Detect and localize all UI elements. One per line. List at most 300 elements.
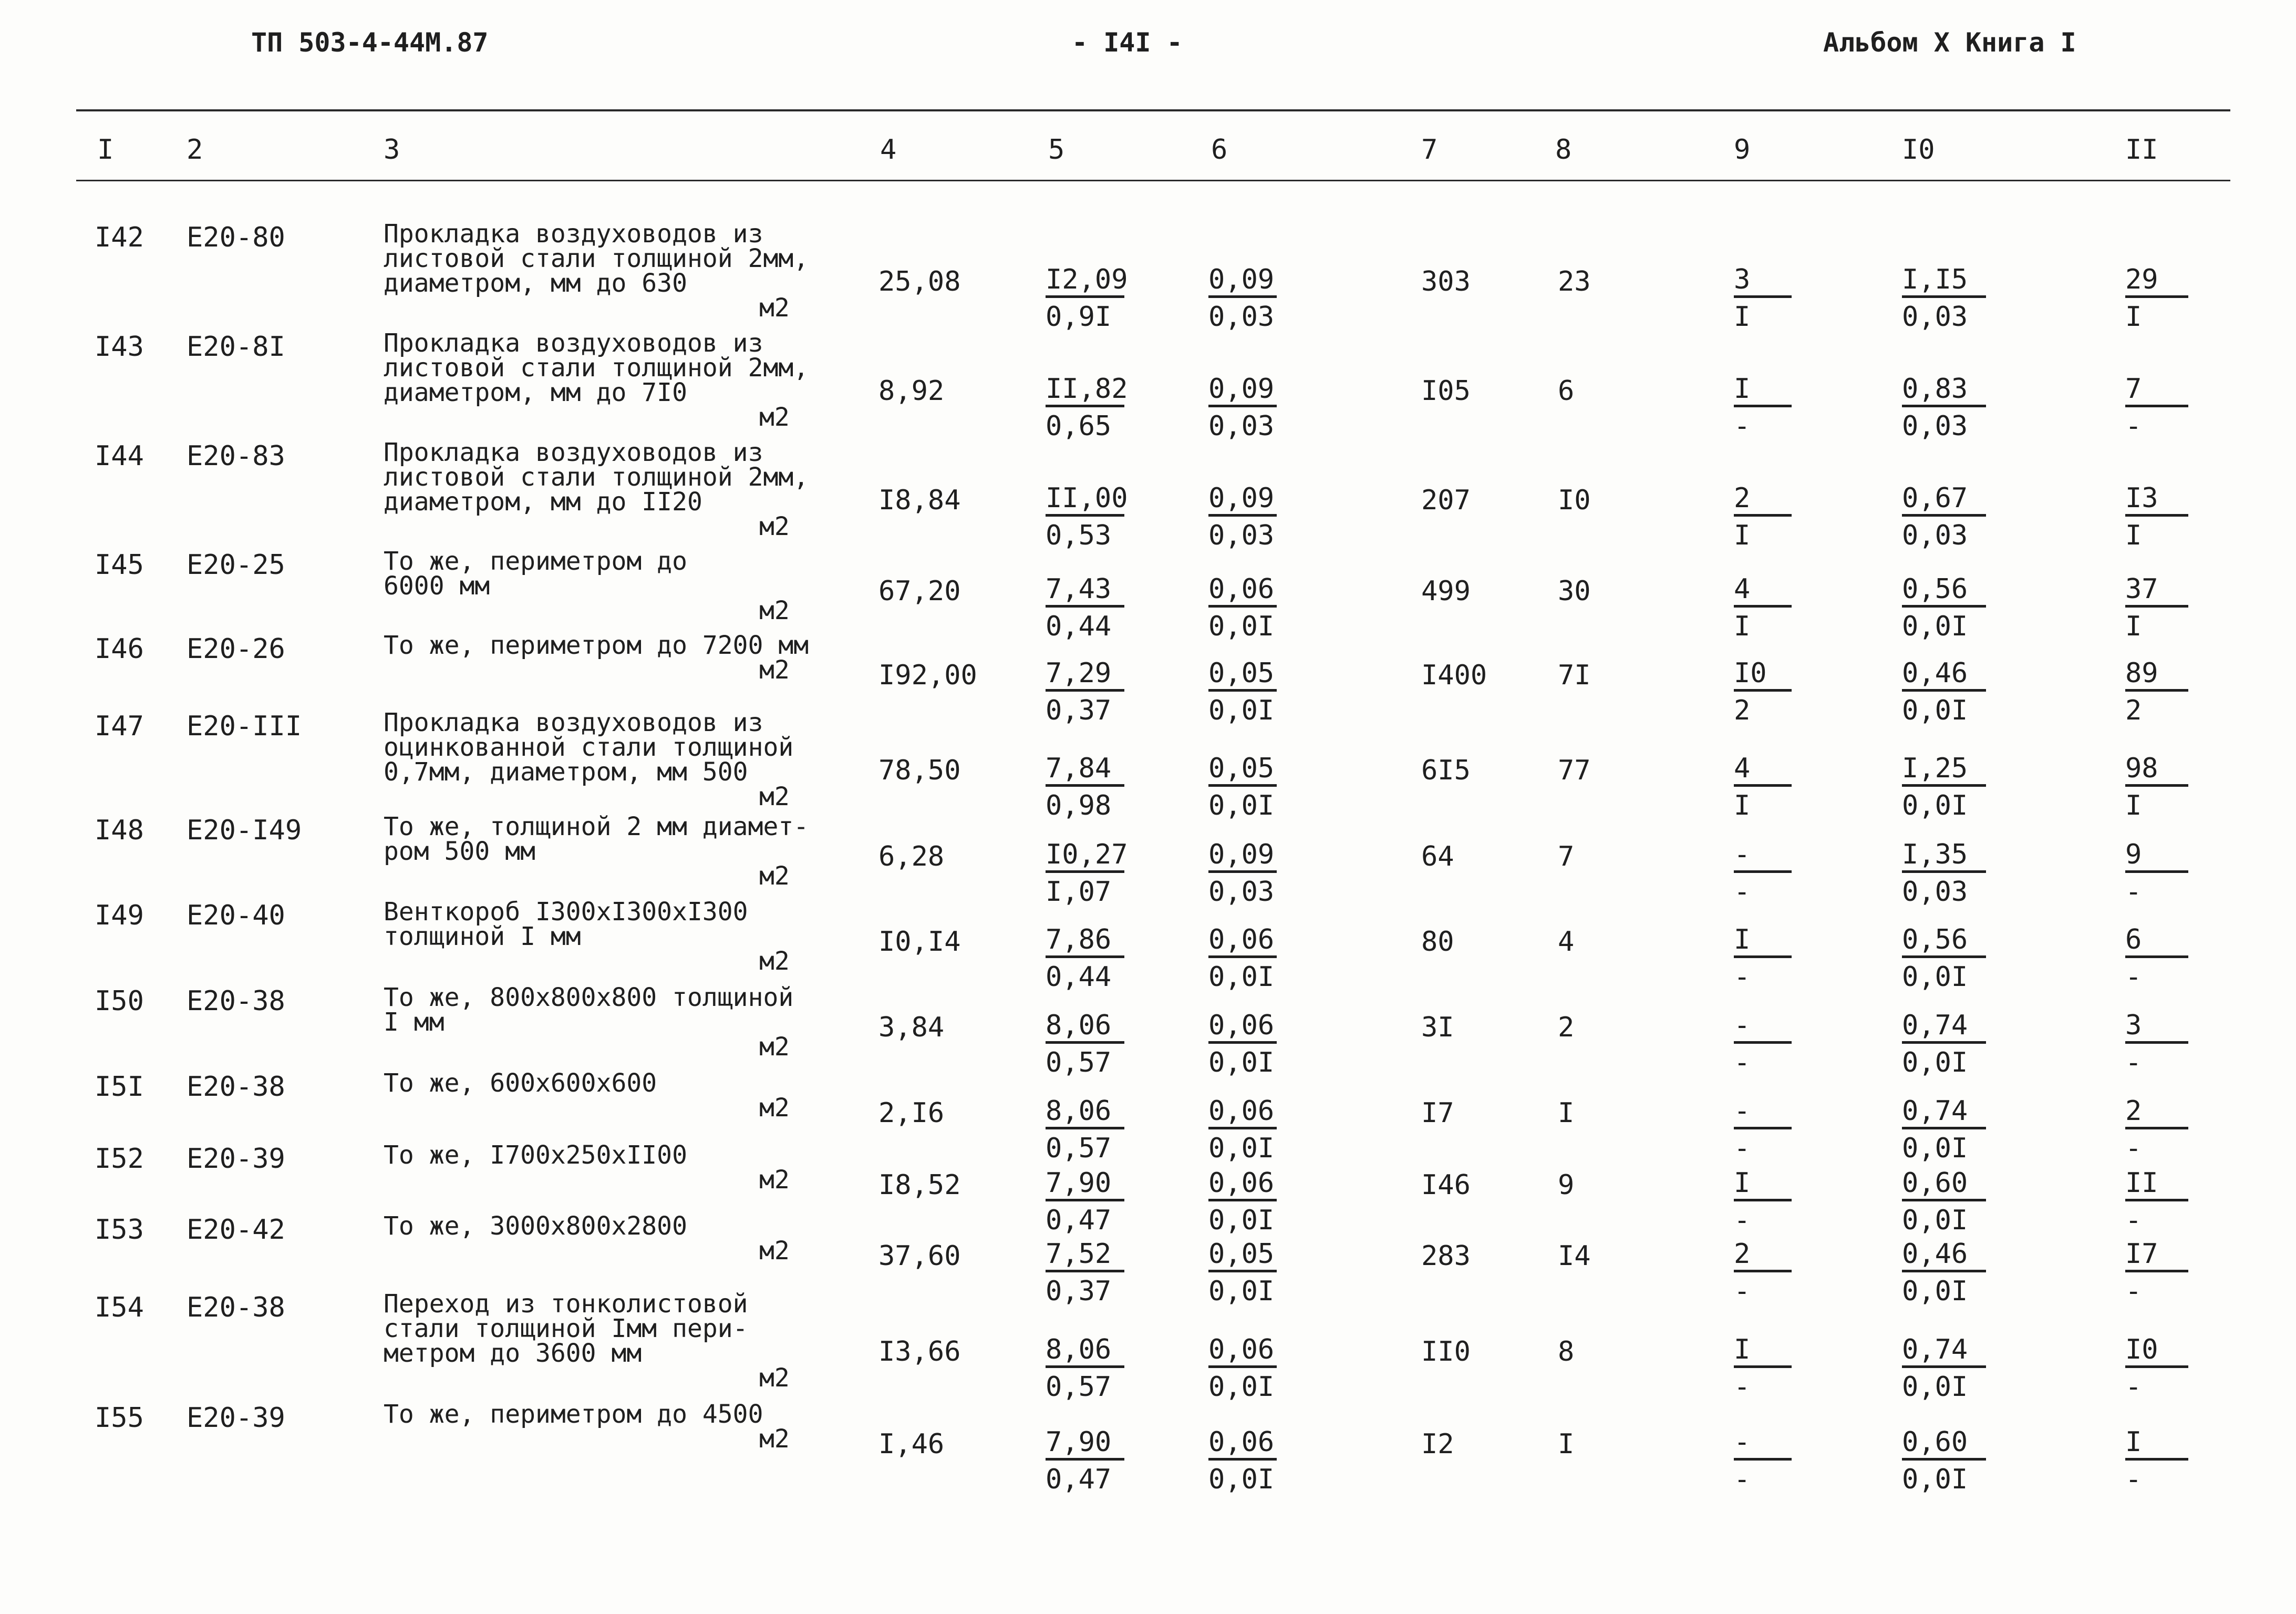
fraction-bottom: 0,03 xyxy=(1208,876,1275,908)
col7-value: I46 xyxy=(1421,1169,1471,1201)
fraction-bottom: 0,57 xyxy=(1046,1133,1112,1164)
work-description: То же, периметром до 7200 мм xyxy=(384,631,809,660)
fraction-top: 8,06 xyxy=(1046,1097,1124,1129)
quantity: I0,I4 xyxy=(878,926,961,958)
fraction-c5 xyxy=(1046,1336,1124,1401)
fraction-c5 xyxy=(1046,575,1124,640)
fraction-bottom: - xyxy=(1734,1276,1751,1307)
unit-label: м2 xyxy=(759,1093,790,1123)
fraction-bottom: 0,03 xyxy=(1902,520,1968,551)
unit-label: м2 xyxy=(759,512,790,541)
quantity: I8,52 xyxy=(878,1169,961,1201)
fraction-c6 xyxy=(1208,375,1277,440)
fraction-top: - xyxy=(1734,841,1792,873)
fraction-top: 29 xyxy=(2125,266,2188,298)
fraction-bottom: - xyxy=(2125,1276,2142,1307)
unit-label: м2 xyxy=(759,947,790,976)
col7-value: 303 xyxy=(1421,266,1471,297)
row-number: I54 xyxy=(95,1292,144,1323)
fraction-c10 xyxy=(1902,755,1986,819)
fraction-top: I2,09 xyxy=(1046,266,1124,298)
fraction-bottom: 0,0I xyxy=(1902,1276,1968,1307)
fraction-top: 6 xyxy=(2125,926,2188,958)
col8-value: 4 xyxy=(1558,926,1575,958)
fraction-bottom: 0,0I xyxy=(1902,1464,1968,1495)
fraction-bottom: 0,0I xyxy=(1208,1464,1275,1495)
fraction-bottom: - xyxy=(2125,410,2142,442)
fraction-bottom: - xyxy=(1734,1205,1751,1236)
unit-label: м2 xyxy=(759,293,790,323)
work-description: Прокладка воздуховодов из листовой стали толщиной 2мм, диаметром, мм до II20 xyxy=(384,438,809,517)
fraction-bottom: - xyxy=(1734,1371,1751,1403)
col8-value: 8 xyxy=(1558,1336,1575,1368)
fraction-top: 3 xyxy=(1734,266,1792,298)
norm-code: Е20-39 xyxy=(187,1143,285,1175)
fraction-c5 xyxy=(1046,1169,1124,1234)
fraction-bottom: 0,0I xyxy=(1208,1047,1275,1078)
fraction-bottom: - xyxy=(2125,876,2142,908)
fraction-c9 xyxy=(1734,375,1792,440)
col7-value: I2 xyxy=(1421,1428,1454,1460)
fraction-bottom: 0,44 xyxy=(1046,611,1112,642)
fraction-c10 xyxy=(1902,926,1986,991)
quantity: 8,92 xyxy=(878,375,945,407)
work-description: Венткороб I300хI300хI300 толщиной I мм xyxy=(384,897,748,951)
norm-code: Е20-26 xyxy=(187,633,285,665)
fraction-top: 4 xyxy=(1734,575,1792,608)
col8-value: 7 xyxy=(1558,841,1575,872)
fraction-c9 xyxy=(1734,482,1792,551)
fraction-c11 xyxy=(2125,1336,2188,1401)
header-rule xyxy=(76,180,2230,181)
fraction-top: I0,27 xyxy=(1046,841,1124,873)
top-rule xyxy=(76,109,2230,111)
fraction-bottom: I xyxy=(2125,611,2142,642)
fraction-c11 xyxy=(2125,1169,2188,1234)
fraction-bottom: 0,0I xyxy=(1902,961,1968,993)
norm-code: Е20-39 xyxy=(187,1402,285,1434)
table-row xyxy=(0,1400,2296,1495)
fraction-top: 0,60 xyxy=(1902,1428,1986,1461)
fraction-top: I xyxy=(2125,1428,2188,1461)
fraction-top: 7,90 xyxy=(1046,1169,1124,1201)
fraction-c5 xyxy=(1046,755,1124,819)
fraction-c6 xyxy=(1208,1336,1277,1401)
fraction-top: 0,56 xyxy=(1902,926,1986,958)
work-description: Прокладка воздуховодов из оцинкованной стали толщиной 0,7мм, диаметром, мм 500 xyxy=(384,708,794,787)
row-number: I45 xyxy=(95,549,144,581)
fraction-bottom: 0,0I xyxy=(1208,611,1275,642)
col7-value: II0 xyxy=(1421,1336,1471,1368)
fraction-bottom: 0,47 xyxy=(1046,1464,1112,1495)
col8-value: 30 xyxy=(1558,575,1591,607)
quantity: 67,20 xyxy=(878,575,961,607)
fraction-c10 xyxy=(1902,1336,1986,1401)
col7-value: 80 xyxy=(1421,926,1454,958)
fraction-bottom: 0,0I xyxy=(1208,695,1275,726)
fraction-c9 xyxy=(1734,575,1792,640)
fraction-bottom: 0,37 xyxy=(1046,1276,1112,1307)
col8-value: 7I xyxy=(1558,660,1591,691)
fraction-c9 xyxy=(1734,926,1792,991)
fraction-c6 xyxy=(1208,1012,1277,1076)
fraction-top: 0,67 xyxy=(1902,485,1986,517)
fraction-bottom: 0,0I xyxy=(1208,790,1275,821)
fraction-c5 xyxy=(1046,1097,1124,1162)
quantity: I,46 xyxy=(878,1428,945,1460)
norm-code: Е20-80 xyxy=(187,222,285,253)
fraction-bottom: 0,98 xyxy=(1046,790,1112,821)
page-number: - I4I - xyxy=(1072,27,1183,58)
fraction-bottom: 0,44 xyxy=(1046,961,1112,993)
norm-code: Е20-38 xyxy=(187,1292,285,1323)
col-num-2: 2 xyxy=(187,134,203,166)
fraction-top: 0,06 xyxy=(1208,1428,1277,1461)
fraction-c9 xyxy=(1734,1428,1792,1493)
unit-label: м2 xyxy=(759,596,790,625)
unit-label: м2 xyxy=(759,403,790,432)
fraction-bottom: 2 xyxy=(2125,695,2142,726)
col-num-10: I0 xyxy=(1902,134,1935,166)
col7-value: 499 xyxy=(1421,575,1471,607)
norm-code: Е20-III xyxy=(187,711,302,742)
fraction-bottom: 0,0I xyxy=(1902,790,1968,821)
col8-value: 77 xyxy=(1558,755,1591,786)
fraction-top: 0,74 xyxy=(1902,1097,1986,1129)
fraction-top: 8,06 xyxy=(1046,1336,1124,1368)
fraction-c6 xyxy=(1208,1097,1277,1162)
fraction-top: 0,05 xyxy=(1208,755,1277,787)
fraction-c10 xyxy=(1902,375,1986,440)
doc-code: ТП 503-4-44М.87 xyxy=(251,27,489,58)
fraction-top: 37 xyxy=(2125,575,2188,608)
col7-value: 283 xyxy=(1421,1240,1471,1272)
fraction-top: I,35 xyxy=(1902,841,1986,873)
row-number: I52 xyxy=(95,1143,144,1175)
fraction-top: 3 xyxy=(2125,1012,2188,1044)
col-num-11: II xyxy=(2125,134,2158,166)
col8-value: I xyxy=(1558,1097,1575,1129)
row-number: I43 xyxy=(95,331,144,363)
fraction-top: 7 xyxy=(2125,375,2188,407)
fraction-c10 xyxy=(1902,1097,1986,1162)
fraction-c5 xyxy=(1046,839,1128,908)
norm-code: Е20-25 xyxy=(187,549,285,581)
fraction-top: 0,06 xyxy=(1208,1097,1277,1129)
table-row xyxy=(0,897,2296,993)
norm-code: Е20-38 xyxy=(187,1071,285,1103)
fraction-bottom: - xyxy=(2125,1205,2142,1236)
fraction-c10 xyxy=(1902,1012,1986,1076)
col7-value: 64 xyxy=(1421,841,1454,872)
fraction-top: 9 xyxy=(2125,841,2188,873)
fraction-c11 xyxy=(2125,755,2188,819)
fraction-bottom: I xyxy=(1734,790,1751,821)
fraction-c11 xyxy=(2125,926,2188,991)
row-number: I44 xyxy=(95,440,144,472)
unit-label: м2 xyxy=(759,1165,790,1195)
row-number: I55 xyxy=(95,1402,144,1434)
norm-code: Е20-40 xyxy=(187,900,285,931)
work-description: Прокладка воздуховодов из листовой стали толщиной 2мм, диаметром, мм до 7I0 xyxy=(384,328,809,407)
fraction-c10 xyxy=(1902,1428,1986,1493)
fraction-top: I0 xyxy=(1734,660,1792,692)
fraction-c10 xyxy=(1902,575,1986,640)
fraction-bottom: - xyxy=(1734,410,1751,442)
fraction-bottom: 0,0I xyxy=(1902,1371,1968,1403)
fraction-top: 0,06 xyxy=(1208,1169,1277,1201)
fraction-top: 7,43 xyxy=(1046,575,1124,608)
fraction-bottom: 0,03 xyxy=(1902,876,1968,908)
fraction-bottom: - xyxy=(2125,1047,2142,1078)
col7-value: I05 xyxy=(1421,375,1471,407)
fraction-top: I,25 xyxy=(1902,755,1986,787)
fraction-c5 xyxy=(1046,1428,1124,1493)
fraction-bottom: - xyxy=(2125,1464,2142,1495)
work-description: То же, 3000х800х2800 xyxy=(384,1211,687,1241)
fraction-bottom: 2 xyxy=(1734,695,1751,726)
col-num-9: 9 xyxy=(1734,134,1751,166)
fraction-c5 xyxy=(1046,1012,1124,1076)
fraction-top: 0,74 xyxy=(1902,1012,1986,1044)
fraction-top: 0,09 xyxy=(1208,841,1277,873)
fraction-top: 0,05 xyxy=(1208,1240,1277,1272)
col-num-5: 5 xyxy=(1048,134,1065,166)
fraction-top: 0,46 xyxy=(1902,1240,1986,1272)
fraction-top: 0,06 xyxy=(1208,1012,1277,1044)
col8-value: 6 xyxy=(1558,375,1575,407)
fraction-bottom: - xyxy=(1734,1133,1751,1164)
col7-value: I7 xyxy=(1421,1097,1454,1129)
col-num-6: 6 xyxy=(1211,134,1228,166)
fraction-bottom: I xyxy=(2125,790,2142,821)
fraction-bottom: I xyxy=(1734,520,1751,551)
fraction-c6 xyxy=(1208,1169,1277,1234)
quantity: 78,50 xyxy=(878,755,961,786)
table-row xyxy=(0,631,2296,726)
fraction-c9 xyxy=(1734,841,1792,906)
norm-code: Е20-I49 xyxy=(187,815,302,846)
row-number: I42 xyxy=(95,222,144,253)
fraction-c6 xyxy=(1208,841,1277,906)
col8-value: I0 xyxy=(1558,485,1591,516)
fraction-c9 xyxy=(1734,1097,1792,1162)
fraction-bottom: 0,03 xyxy=(1208,410,1275,442)
col8-value: 9 xyxy=(1558,1169,1575,1201)
fraction-c11 xyxy=(2125,375,2188,440)
work-description: То же, 800х800х800 толщиной I мм xyxy=(384,983,794,1037)
fraction-c11 xyxy=(2125,1097,2188,1162)
fraction-bottom: 0,03 xyxy=(1902,410,1968,442)
fraction-top: 7,84 xyxy=(1046,755,1124,787)
table-row xyxy=(0,438,2296,551)
table-row xyxy=(0,812,2296,908)
fraction-top: 7,29 xyxy=(1046,660,1124,692)
unit-label: м2 xyxy=(759,1424,790,1454)
fraction-bottom: 0,0I xyxy=(1208,1205,1275,1236)
fraction-top: - xyxy=(1734,1428,1792,1461)
row-number: I47 xyxy=(95,711,144,742)
fraction-bottom: - xyxy=(2125,961,2142,993)
norm-code: Е20-83 xyxy=(187,440,285,472)
norm-code: Е20-42 xyxy=(187,1214,285,1246)
fraction-c11 xyxy=(2125,1012,2188,1076)
fraction-top: I xyxy=(1734,375,1792,407)
quantity: I8,84 xyxy=(878,485,961,516)
fraction-top: 0,06 xyxy=(1208,926,1277,958)
fraction-c11 xyxy=(2125,1428,2188,1493)
fraction-bottom: 0,0I xyxy=(1902,611,1968,642)
work-description: То же, I700х250хII00 xyxy=(384,1140,687,1170)
fraction-bottom: 0,03 xyxy=(1208,301,1275,333)
col8-value: 2 xyxy=(1558,1012,1575,1043)
fraction-top: I7 xyxy=(2125,1240,2188,1272)
row-number: I50 xyxy=(95,985,144,1017)
row-number: I49 xyxy=(95,900,144,931)
fraction-top: 2 xyxy=(1734,485,1792,517)
fraction-bottom: I xyxy=(2125,520,2142,551)
fraction-c5 xyxy=(1046,926,1124,991)
fraction-c11 xyxy=(2125,266,2188,331)
fraction-top: 0,46 xyxy=(1902,660,1986,692)
fraction-bottom: 0,03 xyxy=(1902,301,1968,333)
fraction-bottom: - xyxy=(1734,876,1751,908)
table-row xyxy=(0,219,2296,333)
fraction-top: 89 xyxy=(2125,660,2188,692)
fraction-c6 xyxy=(1208,575,1277,640)
fraction-top: - xyxy=(1734,1097,1792,1129)
quantity: 3,84 xyxy=(878,1012,945,1043)
col7-value: I400 xyxy=(1421,660,1487,691)
fraction-c5 xyxy=(1046,482,1128,551)
fraction-top: 7,52 xyxy=(1046,1240,1124,1272)
quantity: 37,60 xyxy=(878,1240,961,1272)
table-row xyxy=(0,983,2296,1078)
fraction-top: 0,09 xyxy=(1208,375,1277,407)
col-num-4: 4 xyxy=(880,134,897,166)
unit-label: м2 xyxy=(759,1363,790,1393)
fraction-top: 8,06 xyxy=(1046,1012,1124,1044)
fraction-bottom: 0,0I xyxy=(1902,1047,1968,1078)
work-description: То же, 600х600х600 xyxy=(384,1068,657,1098)
fraction-bottom: 0,37 xyxy=(1046,695,1112,726)
fraction-c10 xyxy=(1902,841,1986,906)
fraction-bottom: I xyxy=(1734,301,1751,333)
fraction-c11 xyxy=(2125,575,2188,640)
fraction-bottom: 0,0I xyxy=(1208,961,1275,993)
norm-code: Е20-38 xyxy=(187,985,285,1017)
quantity: I92,00 xyxy=(878,660,977,691)
fraction-top: II,82 xyxy=(1046,375,1124,407)
unit-label: м2 xyxy=(759,861,790,891)
fraction-bottom: 0,0I xyxy=(1208,1276,1275,1307)
row-number: I48 xyxy=(95,815,144,846)
fraction-bottom: - xyxy=(2125,1133,2142,1164)
fraction-top: 7,86 xyxy=(1046,926,1124,958)
fraction-c9 xyxy=(1734,755,1792,819)
fraction-top: II,00 xyxy=(1046,485,1124,517)
quantity: 25,08 xyxy=(878,266,961,297)
row-number: I5I xyxy=(95,1071,144,1103)
table-row xyxy=(0,547,2296,642)
fraction-top: I xyxy=(1734,926,1792,958)
fraction-top: I xyxy=(1734,1336,1792,1368)
fraction-c6 xyxy=(1208,266,1277,331)
col-num-8: 8 xyxy=(1555,134,1572,166)
fraction-c10 xyxy=(1902,482,1986,551)
fraction-top: 0,09 xyxy=(1208,485,1277,517)
fraction-top: 0,09 xyxy=(1208,266,1277,298)
fraction-bottom: 0,53 xyxy=(1046,520,1112,551)
album-label: Альбом X Книга I xyxy=(1823,27,2076,58)
fraction-bottom: - xyxy=(1734,961,1751,993)
unit-label: м2 xyxy=(759,655,790,685)
fraction-bottom: 0,47 xyxy=(1046,1205,1112,1236)
fraction-c11 xyxy=(2125,841,2188,906)
unit-label: м2 xyxy=(759,1236,790,1266)
fraction-top: II xyxy=(2125,1169,2188,1201)
fraction-c10 xyxy=(1902,1169,1986,1234)
fraction-top: 7,90 xyxy=(1046,1428,1124,1461)
fraction-top: 0,56 xyxy=(1902,575,1986,608)
fraction-top: - xyxy=(1734,1012,1792,1044)
work-description: Переход из тонколистовой стали толщиной Iмм пери- метром до 3600 мм xyxy=(384,1289,748,1368)
col-num-3: 3 xyxy=(384,134,400,166)
fraction-c5 xyxy=(1046,264,1128,333)
fraction-top: I xyxy=(1734,1169,1792,1201)
fraction-c5 xyxy=(1046,373,1128,442)
row-number: I53 xyxy=(95,1214,144,1246)
fraction-bottom: 0,57 xyxy=(1046,1047,1112,1078)
fraction-top: 0,06 xyxy=(1208,575,1277,608)
fraction-bottom: 0,03 xyxy=(1208,520,1275,551)
fraction-top: 0,83 xyxy=(1902,375,1986,407)
unit-label: м2 xyxy=(759,782,790,811)
fraction-c11 xyxy=(2125,482,2188,551)
fraction-bottom: 0,0I xyxy=(1902,1133,1968,1164)
fraction-c9 xyxy=(1734,1012,1792,1076)
row-number: I46 xyxy=(95,633,144,665)
fraction-top: 98 xyxy=(2125,755,2188,787)
fraction-top: 0,06 xyxy=(1208,1336,1277,1368)
quantity: I3,66 xyxy=(878,1336,961,1368)
quantity: 6,28 xyxy=(878,841,945,872)
fraction-c9 xyxy=(1734,1336,1792,1401)
fraction-bottom: 0,0I xyxy=(1208,1371,1275,1403)
work-description: Прокладка воздуховодов из листовой стали толщиной 2мм, диаметром, мм до 630 xyxy=(384,219,809,298)
norm-code: Е20-8I xyxy=(187,331,285,363)
fraction-bottom: 0,65 xyxy=(1046,410,1112,442)
col7-value: 3I xyxy=(1421,1012,1454,1043)
fraction-top: I0 xyxy=(2125,1336,2188,1368)
fraction-c6 xyxy=(1208,1428,1277,1493)
fraction-c6 xyxy=(1208,926,1277,991)
fraction-top: I3 xyxy=(2125,485,2188,517)
quantity: 2,I6 xyxy=(878,1097,945,1129)
fraction-bottom: 0,0I xyxy=(1208,1133,1275,1164)
fraction-top: 0,05 xyxy=(1208,660,1277,692)
fraction-c9 xyxy=(1734,266,1792,331)
col-num-7: 7 xyxy=(1421,134,1438,166)
col7-value: 207 xyxy=(1421,485,1471,516)
fraction-c6 xyxy=(1208,755,1277,819)
col8-value: I xyxy=(1558,1428,1575,1460)
fraction-bottom: - xyxy=(1734,1047,1751,1078)
fraction-top: 4 xyxy=(1734,755,1792,787)
fraction-bottom: 0,57 xyxy=(1046,1371,1112,1403)
unit-label: м2 xyxy=(759,1032,790,1062)
fraction-bottom: 0,0I xyxy=(1902,1205,1968,1236)
